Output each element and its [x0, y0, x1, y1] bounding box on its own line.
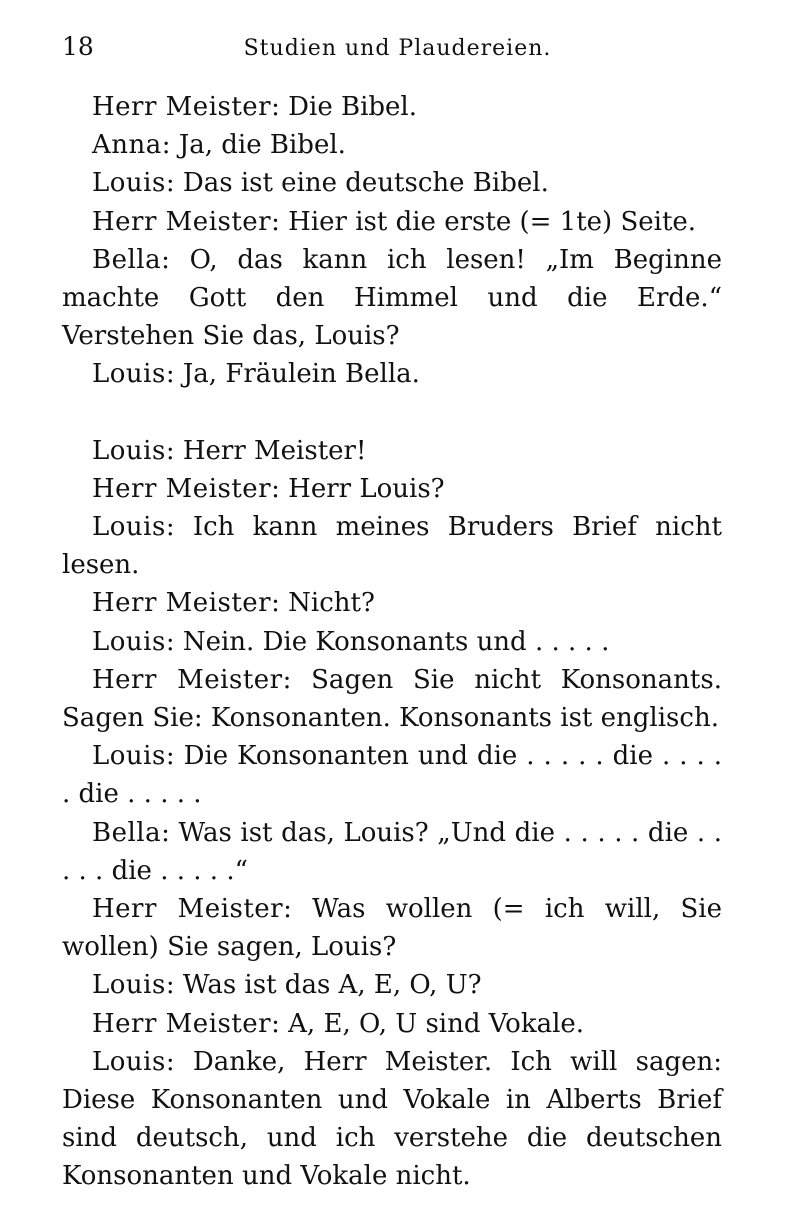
- line-text: Nein. Die Konsonants und . . . . .: [182, 626, 610, 657]
- page-number: 18: [62, 32, 94, 61]
- speaker-name: Louis: [92, 435, 166, 466]
- line-text: Danke, Herr Meister. Ich will sagen: Diese Konsonanten und Vokale in Alberts Brief sind deutsch, und ich verstehe die deutschen Konsonanten und Vokale nicht.: [62, 1046, 722, 1192]
- speaker-name: Louis: [92, 741, 166, 772]
- page-header: [62, 32, 733, 66]
- line-text: Herr Meister!: [182, 435, 367, 466]
- dialogue-text: [62, 88, 722, 1196]
- dialogue-line: Louis: Danke, Herr Meister. Ich will sagen: Diese Konsonanten und Vokale in Alberts Brief sind deutsch, und ich verstehe die deutschen Konsonanten und Vokale nicht.: [62, 1046, 722, 1192]
- dialogue-line: Louis: Das ist eine deutsche Bibel.: [92, 168, 549, 199]
- line-text: O, das kann ich lesen! „Im Beginne machte Gott den Himmel und die Erde.“ Verstehen Sie das, Louis?: [62, 244, 722, 352]
- line-text: Ja, die Bibel.: [178, 130, 346, 161]
- line-text: Sagen Sie nicht Konsonants. Sagen Sie: Konsonanten. Konsonants ist englisch.: [62, 664, 722, 734]
- speaker-name: Bella: [92, 817, 162, 848]
- line-text: Was wollen (= ich will, Sie wollen) Sie sagen, Louis?: [62, 894, 722, 963]
- line-text: Hier ist die erste (= 1te) Seite.: [288, 206, 697, 237]
- dialogue-line: Bella: O, das kann ich lesen! „Im Beginne machte Gott den Himmel und die Erde.“ Verstehen Sie das, Louis?: [62, 244, 722, 352]
- speaker-name: Herr Meister: [92, 1008, 272, 1039]
- line-text: A, E, O, U sind Vokale.: [288, 1008, 585, 1039]
- dialogue-line: Herr Meister: Nicht?: [92, 588, 375, 619]
- dialogue-line: Louis: Was ist das A, E, O, U?: [92, 970, 482, 1001]
- speaker-name: Louis: [92, 359, 166, 390]
- speaker-name: Louis: [92, 626, 166, 657]
- speaker-name: Herr Meister: [92, 664, 283, 695]
- line-text: Was ist das A, E, O, U?: [182, 970, 482, 1001]
- line-text: Ich kann meines Bruders Brief nicht lesen.: [62, 512, 722, 581]
- speaker-name: Bella: [92, 244, 162, 275]
- speaker-name: Herr Meister: [92, 588, 272, 619]
- line-text: Nicht?: [288, 588, 375, 619]
- speaker-name: Louis: [92, 1046, 166, 1077]
- speaker-name: Louis: [92, 512, 166, 543]
- dialogue-line: Herr Meister: Was wollen (= ich will, Sie wollen) Sie sagen, Louis?: [62, 894, 722, 963]
- dialogue-line: Louis: Ich kann meines Bruders Brief nicht lesen.: [62, 512, 722, 581]
- speaker-name: Herr Meister: [92, 894, 284, 925]
- dialogue-line: Louis: Ja, Fräulein Bella.: [92, 359, 420, 390]
- dialogue-line: Louis: Die Konsonanten und die . . . . . die . . . . . die . . . . .: [62, 741, 722, 810]
- line-text: Ja, Fräulein Bella.: [182, 359, 420, 390]
- speaker-name: Anna: [92, 130, 162, 161]
- dialogue-line: Herr Meister: A, E, O, U sind Vokale.: [92, 1008, 585, 1039]
- dialogue-line: Bella: Was ist das, Louis? „Und die . . . . . die . . . . . die . . . . .“: [62, 817, 722, 886]
- speaker-name: Louis: [92, 970, 166, 1001]
- speaker-name: Louis: [92, 168, 166, 199]
- line-text: Das ist eine deutsche Bibel.: [182, 168, 549, 199]
- line-text: Die Bibel.: [288, 92, 418, 122]
- dialogue-line: Anna: Ja, die Bibel.: [92, 130, 346, 161]
- dialogue-line: Louis: Herr Meister!: [92, 435, 367, 466]
- dialogue-line: Herr Meister: Hier ist die erste (= 1te) Seite.: [92, 206, 697, 237]
- line-text: Was ist das, Louis? „Und die . . . . . die . . . . . die . . . . .“: [62, 817, 722, 886]
- dialogue-line: Louis: Nein. Die Konsonants und . . . . .: [92, 626, 610, 657]
- dialogue-line: Herr Meister: Herr Louis?: [92, 473, 445, 504]
- line-text: Herr Louis?: [288, 473, 445, 504]
- speaker-name: Herr Meister: [92, 473, 272, 504]
- dialogue-line: Herr Meister: Sagen Sie nicht Konsonants. Sagen Sie: Konsonanten. Konsonants ist englisch.: [62, 664, 722, 734]
- running-head: Studien und Plaudereien.: [243, 36, 552, 61]
- dialogue-line: Herr Meister: Die Bibel.: [92, 92, 418, 122]
- speaker-name: Herr Meister: [92, 206, 272, 237]
- line-text: Die Konsonanten und die . . . . . die . . . . . die . . . . .: [62, 741, 722, 810]
- speaker-name: Herr Meister: [92, 92, 272, 122]
